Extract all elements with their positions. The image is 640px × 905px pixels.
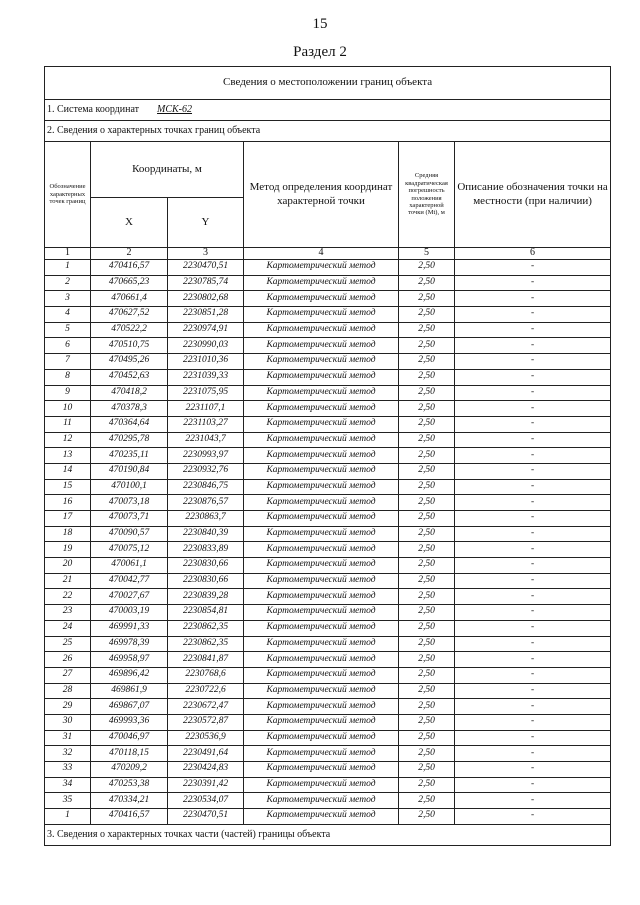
- point-number: 20: [45, 558, 91, 574]
- point-number: 16: [45, 495, 91, 511]
- column-number-row: [45, 248, 611, 260]
- coord-x: 470118,15: [91, 746, 168, 762]
- column-number: 5: [399, 248, 455, 260]
- description-cell: -: [455, 291, 611, 307]
- coord-y: 2230470,51: [168, 260, 244, 276]
- point-number: 3: [45, 291, 91, 307]
- description-cell: -: [455, 589, 611, 605]
- method-cell: Картометрический метод: [244, 307, 399, 323]
- accuracy-cell: 2,50: [399, 762, 455, 778]
- table-row: [45, 558, 611, 574]
- coord-y: 2231103,27: [168, 416, 244, 432]
- accuracy-cell: 2,50: [399, 511, 455, 527]
- coord-y: 2230990,03: [168, 338, 244, 354]
- point-number: 7: [45, 354, 91, 370]
- coord-system-label: 1. Система координат: [47, 103, 140, 115]
- coord-x: 470253,38: [91, 777, 168, 793]
- point-number: 11: [45, 416, 91, 432]
- description-cell: -: [455, 714, 611, 730]
- point-number: 35: [45, 793, 91, 809]
- coord-x: 469978,39: [91, 636, 168, 652]
- coord-y: 2230876,57: [168, 495, 244, 511]
- accuracy-cell: 2,50: [399, 746, 455, 762]
- coord-y: 2231010,36: [168, 354, 244, 370]
- table-row: [45, 275, 611, 291]
- table-row: [45, 699, 611, 715]
- method-cell: Картометрический метод: [244, 526, 399, 542]
- coord-y: 2230470,51: [168, 809, 244, 825]
- method-cell: Картометрический метод: [244, 699, 399, 715]
- section-title: Раздел 2: [293, 44, 347, 60]
- table-row: [45, 573, 611, 589]
- coord-y: 2230974,91: [168, 322, 244, 338]
- coord-y: 2230830,66: [168, 558, 244, 574]
- accuracy-cell: 2,50: [399, 338, 455, 354]
- accuracy-cell: 2,50: [399, 322, 455, 338]
- description-cell: -: [455, 307, 611, 323]
- description-cell: -: [455, 620, 611, 636]
- accuracy-cell: 2,50: [399, 777, 455, 793]
- description-cell: -: [455, 777, 611, 793]
- accuracy-cell: 2,50: [399, 667, 455, 683]
- method-cell: Картометрический метод: [244, 746, 399, 762]
- coord-x: 470061,1: [91, 558, 168, 574]
- description-cell: -: [455, 416, 611, 432]
- table-title: Сведения о местоположении границ объекта: [45, 67, 611, 100]
- coord-x: 470235,11: [91, 448, 168, 464]
- point-number: 28: [45, 683, 91, 699]
- column-number: 1: [45, 248, 91, 260]
- table-row: [45, 385, 611, 401]
- point-number: 19: [45, 542, 91, 558]
- accuracy-cell: 2,50: [399, 714, 455, 730]
- accuracy-cell: 2,50: [399, 620, 455, 636]
- accuracy-cell: 2,50: [399, 432, 455, 448]
- coord-x: 470209,2: [91, 762, 168, 778]
- coord-x: 470190,84: [91, 463, 168, 479]
- accuracy-cell: 2,50: [399, 463, 455, 479]
- coord-y: 2230839,28: [168, 589, 244, 605]
- accuracy-cell: 2,50: [399, 401, 455, 417]
- coord-x: 470364,64: [91, 416, 168, 432]
- coord-y: 2230785,74: [168, 275, 244, 291]
- point-number: 1: [45, 809, 91, 825]
- description-cell: -: [455, 369, 611, 385]
- coord-y: 2231107,1: [168, 401, 244, 417]
- table-row: [45, 542, 611, 558]
- point-number: 8: [45, 369, 91, 385]
- coord-y: 2230802,68: [168, 291, 244, 307]
- method-cell: Картометрический метод: [244, 667, 399, 683]
- coord-x: 469867,07: [91, 699, 168, 715]
- coord-y: 2230572,87: [168, 714, 244, 730]
- point-number: 12: [45, 432, 91, 448]
- description-cell: -: [455, 354, 611, 370]
- point-number: 4: [45, 307, 91, 323]
- method-cell: Картометрический метод: [244, 683, 399, 699]
- accuracy-cell: 2,50: [399, 495, 455, 511]
- table-row: [45, 260, 611, 276]
- accuracy-cell: 2,50: [399, 385, 455, 401]
- point-number: 6: [45, 338, 91, 354]
- table-row: [45, 762, 611, 778]
- point-number: 2: [45, 275, 91, 291]
- accuracy-cell: 2,50: [399, 260, 455, 276]
- coord-x: 470090,57: [91, 526, 168, 542]
- table-row: [45, 730, 611, 746]
- table-row: [45, 448, 611, 464]
- coord-x: 469958,97: [91, 652, 168, 668]
- coord-x: 470510,75: [91, 338, 168, 354]
- point-number: 17: [45, 511, 91, 527]
- coord-y: 2230932,76: [168, 463, 244, 479]
- point-number: 21: [45, 573, 91, 589]
- point-number: 30: [45, 714, 91, 730]
- description-cell: -: [455, 463, 611, 479]
- coord-x: 469861,9: [91, 683, 168, 699]
- method-cell: Картометрический метод: [244, 793, 399, 809]
- column-number: 4: [244, 248, 399, 260]
- accuracy-cell: 2,50: [399, 573, 455, 589]
- accuracy-cell: 2,50: [399, 652, 455, 668]
- table-row: [45, 432, 611, 448]
- method-cell: Картометрический метод: [244, 463, 399, 479]
- description-cell: -: [455, 605, 611, 621]
- description-cell: -: [455, 558, 611, 574]
- method-cell: Картометрический метод: [244, 369, 399, 385]
- point-number: 33: [45, 762, 91, 778]
- table-row: [45, 307, 611, 323]
- method-cell: Картометрический метод: [244, 777, 399, 793]
- accuracy-cell: 2,50: [399, 699, 455, 715]
- method-cell: Картометрический метод: [244, 448, 399, 464]
- point-number: 23: [45, 605, 91, 621]
- header-x: X: [91, 198, 168, 248]
- coord-y: 2231039,33: [168, 369, 244, 385]
- method-cell: Картометрический метод: [244, 495, 399, 511]
- coord-x: 469991,33: [91, 620, 168, 636]
- method-cell: Картометрический метод: [244, 636, 399, 652]
- table-row: [45, 322, 611, 338]
- method-cell: Картометрический метод: [244, 652, 399, 668]
- table-row: [45, 589, 611, 605]
- point-number: 25: [45, 636, 91, 652]
- accuracy-cell: 2,50: [399, 730, 455, 746]
- coord-x: 470418,2: [91, 385, 168, 401]
- method-cell: Картометрический метод: [244, 322, 399, 338]
- coord-x: 470416,57: [91, 260, 168, 276]
- method-cell: Картометрический метод: [244, 432, 399, 448]
- table-row: [45, 495, 611, 511]
- page-number: 15: [312, 16, 328, 32]
- header-coordinates: Координаты, м: [91, 142, 244, 198]
- coord-system-value: МСК-62: [157, 103, 193, 115]
- accuracy-cell: 2,50: [399, 479, 455, 495]
- table-row: [45, 354, 611, 370]
- accuracy-cell: 2,50: [399, 526, 455, 542]
- coord-x: 470073,18: [91, 495, 168, 511]
- method-cell: Картометрический метод: [244, 479, 399, 495]
- description-cell: -: [455, 793, 611, 809]
- point-number: 34: [45, 777, 91, 793]
- table-row: [45, 401, 611, 417]
- description-cell: -: [455, 260, 611, 276]
- point-number: 31: [45, 730, 91, 746]
- coord-x: 470522,2: [91, 322, 168, 338]
- accuracy-cell: 2,50: [399, 605, 455, 621]
- table-row: [45, 746, 611, 762]
- accuracy-cell: 2,50: [399, 369, 455, 385]
- coord-y: 2230841,87: [168, 652, 244, 668]
- method-cell: Картометрический метод: [244, 558, 399, 574]
- header-description: Описание обозначения точки на местности (при наличии): [455, 142, 611, 248]
- table-row: [45, 526, 611, 542]
- method-cell: Картометрический метод: [244, 291, 399, 307]
- coord-y: 2230672,47: [168, 699, 244, 715]
- description-cell: -: [455, 746, 611, 762]
- table-row: [45, 338, 611, 354]
- description-cell: -: [455, 448, 611, 464]
- coord-y: 2230862,35: [168, 620, 244, 636]
- coord-y: 2230862,35: [168, 636, 244, 652]
- point-number: 18: [45, 526, 91, 542]
- point-number: 10: [45, 401, 91, 417]
- coord-y: 2231075,95: [168, 385, 244, 401]
- coord-x: 470665,23: [91, 275, 168, 291]
- description-cell: -: [455, 338, 611, 354]
- parts-section-label: 3. Сведения о характерных точках части (частей) границы объекта: [45, 824, 611, 845]
- description-cell: -: [455, 432, 611, 448]
- coord-x: 470452,63: [91, 369, 168, 385]
- coord-x: 470073,71: [91, 511, 168, 527]
- coord-y: 2230536,9: [168, 730, 244, 746]
- column-number: 2: [91, 248, 168, 260]
- coord-x: 470416,57: [91, 809, 168, 825]
- method-cell: Картометрический метод: [244, 275, 399, 291]
- method-cell: Картометрический метод: [244, 354, 399, 370]
- table-row: [45, 777, 611, 793]
- coord-y: 2230830,66: [168, 573, 244, 589]
- table-row: [45, 416, 611, 432]
- coord-x: 470003,19: [91, 605, 168, 621]
- accuracy-cell: 2,50: [399, 683, 455, 699]
- method-cell: Картометрический метод: [244, 338, 399, 354]
- method-cell: Картометрический метод: [244, 714, 399, 730]
- accuracy-cell: 2,50: [399, 275, 455, 291]
- coord-x: 469896,42: [91, 667, 168, 683]
- table-row: [45, 369, 611, 385]
- accuracy-cell: 2,50: [399, 448, 455, 464]
- accuracy-cell: 2,50: [399, 307, 455, 323]
- coord-x: 470295,78: [91, 432, 168, 448]
- method-cell: Картометрический метод: [244, 620, 399, 636]
- description-cell: -: [455, 511, 611, 527]
- coord-x: 470627,52: [91, 307, 168, 323]
- method-cell: Картометрический метод: [244, 385, 399, 401]
- table-row: [45, 714, 611, 730]
- coord-y: 2230851,28: [168, 307, 244, 323]
- point-number: 5: [45, 322, 91, 338]
- coord-x: 470378,3: [91, 401, 168, 417]
- description-cell: -: [455, 809, 611, 825]
- point-number: 1: [45, 260, 91, 276]
- coord-x: 470046,97: [91, 730, 168, 746]
- description-cell: -: [455, 683, 611, 699]
- coord-x: 470495,26: [91, 354, 168, 370]
- header-accuracy: Средняя квадратическая погрешность положения характерной точки (Мt), м: [399, 142, 455, 248]
- point-number: 15: [45, 479, 91, 495]
- method-cell: Картометрический метод: [244, 401, 399, 417]
- point-number: 32: [45, 746, 91, 762]
- column-number: 3: [168, 248, 244, 260]
- description-cell: -: [455, 573, 611, 589]
- coord-y: 2230491,64: [168, 746, 244, 762]
- description-cell: -: [455, 542, 611, 558]
- header-y: Y: [168, 198, 244, 248]
- method-cell: Картометрический метод: [244, 542, 399, 558]
- table-row: [45, 652, 611, 668]
- accuracy-cell: 2,50: [399, 558, 455, 574]
- coord-y: 2230424,83: [168, 762, 244, 778]
- coord-x: 470042,77: [91, 573, 168, 589]
- coord-y: 2230391,42: [168, 777, 244, 793]
- method-cell: Картометрический метод: [244, 260, 399, 276]
- points-section-label: 2. Сведения о характерных точках границ объекта: [45, 121, 611, 142]
- table-row: [45, 463, 611, 479]
- point-number: 13: [45, 448, 91, 464]
- coord-y: 2230840,39: [168, 526, 244, 542]
- coord-y: 2230863,7: [168, 511, 244, 527]
- table-row: [45, 793, 611, 809]
- table-row: [45, 511, 611, 527]
- coord-y: 2230854,81: [168, 605, 244, 621]
- description-cell: -: [455, 495, 611, 511]
- method-cell: Картометрический метод: [244, 573, 399, 589]
- table-row: [45, 620, 611, 636]
- point-number: 14: [45, 463, 91, 479]
- coord-x: 470075,12: [91, 542, 168, 558]
- coord-y: 2230722,6: [168, 683, 244, 699]
- point-number: 9: [45, 385, 91, 401]
- point-number: 26: [45, 652, 91, 668]
- accuracy-cell: 2,50: [399, 354, 455, 370]
- coord-x: 469993,36: [91, 714, 168, 730]
- method-cell: Картометрический метод: [244, 589, 399, 605]
- accuracy-cell: 2,50: [399, 793, 455, 809]
- accuracy-cell: 2,50: [399, 809, 455, 825]
- description-cell: -: [455, 730, 611, 746]
- description-cell: -: [455, 636, 611, 652]
- method-cell: Картометрический метод: [244, 809, 399, 825]
- accuracy-cell: 2,50: [399, 542, 455, 558]
- header-method: Метод определения координат характерной точки: [244, 142, 399, 248]
- header-point-designation: Обозначение характерных точек границ: [45, 142, 91, 248]
- table-row: [45, 683, 611, 699]
- accuracy-cell: 2,50: [399, 589, 455, 605]
- table-row: [45, 479, 611, 495]
- accuracy-cell: 2,50: [399, 636, 455, 652]
- table-row: [45, 809, 611, 825]
- method-cell: Картометрический метод: [244, 416, 399, 432]
- point-number: 27: [45, 667, 91, 683]
- description-cell: -: [455, 275, 611, 291]
- boundary-table: [44, 66, 611, 846]
- coord-y: 2230846,75: [168, 479, 244, 495]
- coord-y: 2230768,6: [168, 667, 244, 683]
- coord-x: 470661,4: [91, 291, 168, 307]
- table-row: [45, 636, 611, 652]
- point-number: 22: [45, 589, 91, 605]
- coord-system-row: [45, 100, 611, 121]
- table-row: [45, 605, 611, 621]
- coord-x: 470334,21: [91, 793, 168, 809]
- coord-x: 470100,1: [91, 479, 168, 495]
- point-number: 29: [45, 699, 91, 715]
- coord-y: 2230534,07: [168, 793, 244, 809]
- coord-y: 2230833,89: [168, 542, 244, 558]
- description-cell: -: [455, 385, 611, 401]
- accuracy-cell: 2,50: [399, 416, 455, 432]
- description-cell: -: [455, 526, 611, 542]
- table-row: [45, 291, 611, 307]
- method-cell: Картометрический метод: [244, 730, 399, 746]
- description-cell: -: [455, 322, 611, 338]
- table-row: [45, 667, 611, 683]
- method-cell: Картометрический метод: [244, 605, 399, 621]
- coord-x: 470027,67: [91, 589, 168, 605]
- description-cell: -: [455, 699, 611, 715]
- description-cell: -: [455, 652, 611, 668]
- method-cell: Картометрический метод: [244, 511, 399, 527]
- coord-y: 2230993,97: [168, 448, 244, 464]
- description-cell: -: [455, 401, 611, 417]
- column-number: 6: [455, 248, 611, 260]
- description-cell: -: [455, 667, 611, 683]
- point-number: 24: [45, 620, 91, 636]
- accuracy-cell: 2,50: [399, 291, 455, 307]
- description-cell: -: [455, 762, 611, 778]
- method-cell: Картометрический метод: [244, 762, 399, 778]
- coord-y: 2231043,7: [168, 432, 244, 448]
- description-cell: -: [455, 479, 611, 495]
